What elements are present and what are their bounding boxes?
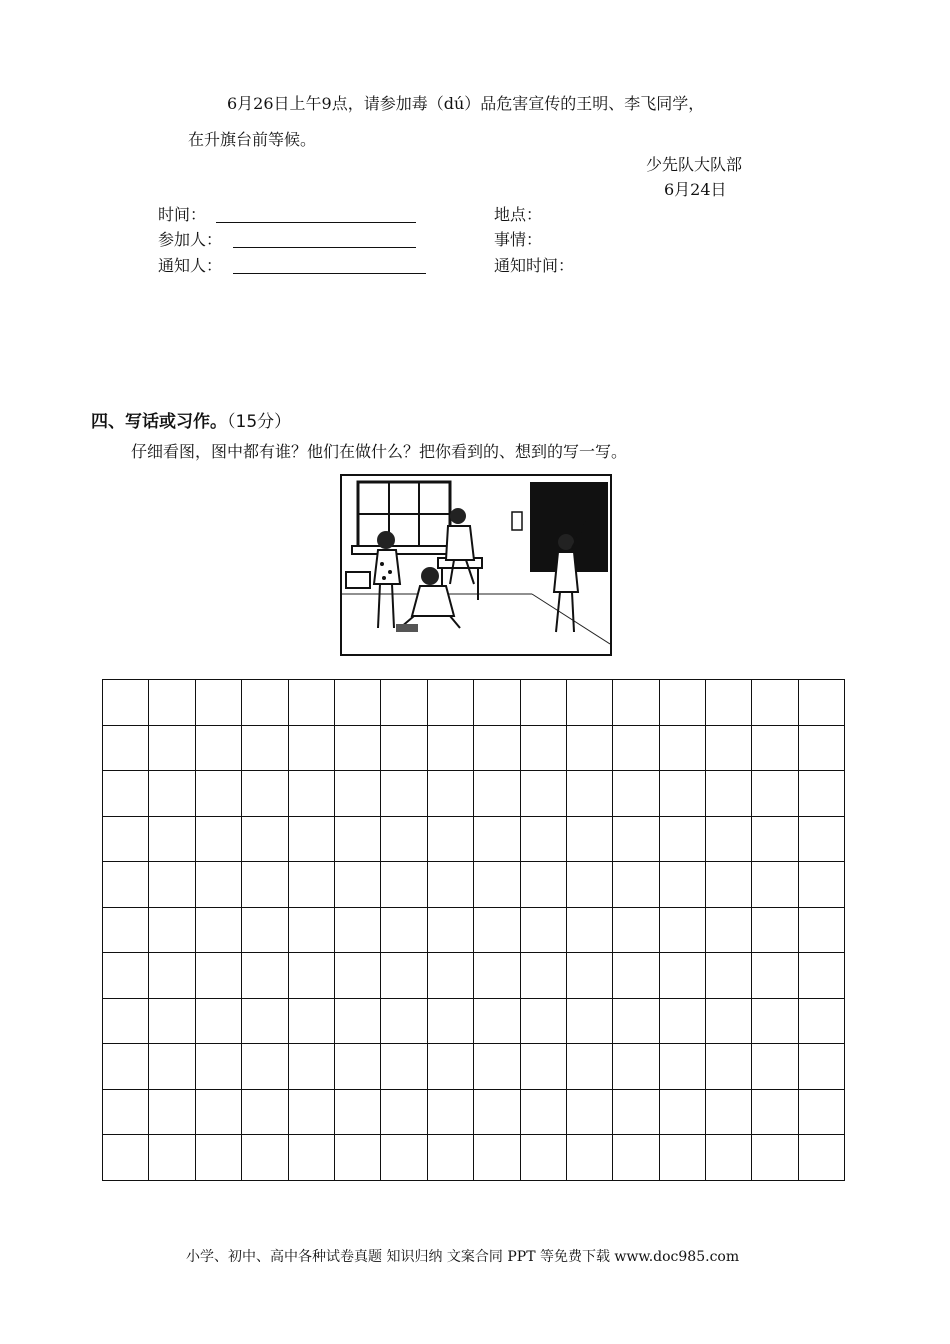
grid-cell[interactable] — [660, 953, 706, 999]
grid-cell[interactable] — [752, 953, 798, 999]
grid-cell[interactable] — [103, 908, 149, 954]
grid-cell[interactable] — [335, 1090, 381, 1136]
grid-cell[interactable] — [149, 680, 195, 726]
footer-text: 小学、初中、高中各种试卷真题 知识归纳 文案合同 PPT 等免费下载 www.doc985.com — [186, 1249, 740, 1265]
grid-cell[interactable] — [242, 1135, 288, 1181]
grid-cell[interactable] — [103, 1090, 149, 1136]
grid-cell[interactable] — [381, 908, 427, 954]
grid-cell[interactable] — [613, 1135, 659, 1181]
grid-cell[interactable] — [103, 726, 149, 772]
grid-cell[interactable] — [752, 817, 798, 863]
grid-cell[interactable] — [706, 726, 752, 772]
grid-cell[interactable] — [474, 908, 520, 954]
grid-cell[interactable] — [103, 1044, 149, 1090]
grid-cell[interactable] — [428, 771, 474, 817]
grid-cell[interactable] — [335, 817, 381, 863]
grid-cell[interactable] — [799, 771, 845, 817]
grid-cell[interactable] — [752, 726, 798, 772]
grid-cell[interactable] — [660, 1090, 706, 1136]
grid-cell[interactable] — [196, 1090, 242, 1136]
section-4-instruction: 仔细看图，图中都有谁？他们在做什么？把你看到的、想到的写一写。 — [131, 442, 628, 461]
grid-cell[interactable] — [289, 817, 335, 863]
grid-cell[interactable] — [521, 862, 567, 908]
grid-cell[interactable] — [567, 1135, 613, 1181]
grid-cell[interactable] — [752, 908, 798, 954]
grid-cell[interactable] — [242, 953, 288, 999]
grid-cell[interactable] — [381, 862, 427, 908]
grid-cell[interactable] — [567, 862, 613, 908]
grid-cell[interactable] — [706, 1090, 752, 1136]
grid-cell[interactable] — [335, 771, 381, 817]
grid-cell[interactable] — [706, 1044, 752, 1090]
grid-cell[interactable] — [149, 1135, 195, 1181]
grid-cell[interactable] — [567, 999, 613, 1045]
grid-cell[interactable] — [335, 1044, 381, 1090]
grid-cell[interactable] — [103, 999, 149, 1045]
grid-cell[interactable] — [242, 680, 288, 726]
grid-cell[interactable] — [242, 1044, 288, 1090]
grid-cell[interactable] — [289, 953, 335, 999]
grid-cell[interactable] — [335, 862, 381, 908]
grid-cell[interactable] — [799, 999, 845, 1045]
grid-cell[interactable] — [660, 999, 706, 1045]
grid-cell[interactable] — [521, 953, 567, 999]
grid-cell[interactable] — [799, 817, 845, 863]
grid-cell[interactable] — [149, 1090, 195, 1136]
grid-cell[interactable] — [706, 999, 752, 1045]
grid-cell[interactable] — [660, 817, 706, 863]
grid-cell[interactable] — [428, 862, 474, 908]
grid-cell[interactable] — [613, 999, 659, 1045]
grid-cell[interactable] — [660, 862, 706, 908]
grid-cell[interactable] — [335, 908, 381, 954]
grid-cell[interactable] — [149, 953, 195, 999]
grid-cell[interactable] — [335, 953, 381, 999]
grid-cell[interactable] — [752, 1135, 798, 1181]
grid-cell[interactable] — [567, 771, 613, 817]
field-place-label: 地点： — [494, 205, 543, 224]
grid-cell[interactable] — [103, 817, 149, 863]
grid-cell[interactable] — [381, 953, 427, 999]
grid-cell[interactable] — [335, 680, 381, 726]
grid-cell[interactable] — [103, 862, 149, 908]
grid-cell[interactable] — [521, 1090, 567, 1136]
notice-line-1: 6月26日上午9点，请参加毒（dú）品危害宣传的王明、李飞同学， — [227, 94, 705, 113]
grid-cell[interactable] — [567, 1044, 613, 1090]
grid-cell[interactable] — [428, 817, 474, 863]
grid-cell[interactable] — [103, 680, 149, 726]
grid-cell[interactable] — [706, 908, 752, 954]
grid-cell[interactable] — [335, 726, 381, 772]
grid-cell[interactable] — [474, 680, 520, 726]
grid-cell[interactable] — [474, 1135, 520, 1181]
grid-cell[interactable] — [613, 1090, 659, 1136]
grid-cell[interactable] — [660, 726, 706, 772]
grid-cell[interactable] — [474, 1090, 520, 1136]
grid-cell[interactable] — [289, 999, 335, 1045]
notice-date: 6月24日 — [664, 180, 727, 199]
grid-cell[interactable] — [706, 1135, 752, 1181]
grid-cell[interactable] — [149, 1044, 195, 1090]
grid-cell[interactable] — [521, 908, 567, 954]
grid-cell[interactable] — [196, 999, 242, 1045]
grid-cell[interactable] — [428, 953, 474, 999]
grid-cell[interactable] — [567, 953, 613, 999]
field-notifier-blank[interactable] — [233, 273, 426, 274]
grid-cell[interactable] — [706, 771, 752, 817]
grid-cell[interactable] — [149, 726, 195, 772]
grid-cell[interactable] — [613, 817, 659, 863]
grid-cell[interactable] — [613, 771, 659, 817]
grid-cell[interactable] — [196, 1044, 242, 1090]
grid-cell[interactable] — [567, 680, 613, 726]
grid-cell[interactable] — [196, 771, 242, 817]
grid-cell[interactable] — [196, 908, 242, 954]
grid-cell[interactable] — [196, 680, 242, 726]
grid-cell[interactable] — [567, 908, 613, 954]
classroom-picture — [340, 474, 612, 656]
grid-cell[interactable] — [752, 771, 798, 817]
grid-cell[interactable] — [428, 999, 474, 1045]
grid-cell[interactable] — [428, 1135, 474, 1181]
grid-cell[interactable] — [799, 726, 845, 772]
classroom-illustration — [342, 476, 610, 654]
grid-cell[interactable] — [660, 908, 706, 954]
grid-cell[interactable] — [752, 999, 798, 1045]
grid-cell[interactable] — [474, 726, 520, 772]
grid-cell[interactable] — [242, 862, 288, 908]
grid-cell[interactable] — [103, 771, 149, 817]
grid-cell[interactable] — [381, 1090, 427, 1136]
grid-cell[interactable] — [799, 1135, 845, 1181]
writing-grid[interactable] — [102, 679, 845, 1181]
grid-cell[interactable] — [196, 862, 242, 908]
grid-cell[interactable] — [289, 680, 335, 726]
field-participants-label: 参加人： — [158, 230, 223, 249]
grid-cell[interactable] — [752, 862, 798, 908]
grid-cell[interactable] — [613, 1044, 659, 1090]
grid-cell[interactable] — [521, 1135, 567, 1181]
grid-cell[interactable] — [428, 908, 474, 954]
grid-cell[interactable] — [103, 953, 149, 999]
grid-cell[interactable] — [242, 817, 288, 863]
grid-cell[interactable] — [660, 680, 706, 726]
grid-cell[interactable] — [799, 680, 845, 726]
grid-cell[interactable] — [474, 999, 520, 1045]
grid-cell[interactable] — [381, 1135, 427, 1181]
grid-cell[interactable] — [428, 680, 474, 726]
grid-cell[interactable] — [335, 999, 381, 1045]
grid-cell[interactable] — [474, 862, 520, 908]
section-4-score: （15分） — [227, 412, 292, 432]
field-notice-time-label: 通知时间： — [494, 256, 575, 275]
grid-cell[interactable] — [335, 1135, 381, 1181]
grid-cell[interactable] — [706, 953, 752, 999]
grid-cell[interactable] — [752, 1090, 798, 1136]
grid-cell[interactable] — [521, 1044, 567, 1090]
grid-cell[interactable] — [196, 817, 242, 863]
grid-cell[interactable] — [149, 817, 195, 863]
grid-cell[interactable] — [428, 726, 474, 772]
grid-cell[interactable] — [521, 817, 567, 863]
grid-cell[interactable] — [289, 862, 335, 908]
grid-cell[interactable] — [613, 680, 659, 726]
grid-cell[interactable] — [752, 1044, 798, 1090]
grid-cell[interactable] — [149, 862, 195, 908]
grid-cell[interactable] — [428, 1044, 474, 1090]
grid-cell[interactable] — [242, 726, 288, 772]
grid-cell[interactable] — [381, 771, 427, 817]
grid-cell[interactable] — [706, 817, 752, 863]
grid-cell[interactable] — [521, 726, 567, 772]
grid-cell[interactable] — [799, 1090, 845, 1136]
grid-cell[interactable] — [474, 953, 520, 999]
grid-cell[interactable] — [149, 999, 195, 1045]
grid-cell[interactable] — [428, 1090, 474, 1136]
grid-cell[interactable] — [613, 908, 659, 954]
grid-cell[interactable] — [103, 1135, 149, 1181]
grid-cell[interactable] — [474, 817, 520, 863]
grid-cell[interactable] — [660, 771, 706, 817]
grid-cell[interactable] — [242, 1090, 288, 1136]
section-4-heading — [91, 407, 291, 432]
grid-cell[interactable] — [381, 1044, 427, 1090]
grid-cell[interactable] — [196, 726, 242, 772]
grid-cell[interactable] — [289, 1135, 335, 1181]
grid-cell[interactable] — [799, 1044, 845, 1090]
grid-cell[interactable] — [613, 862, 659, 908]
section-4-title: 四、写话或习作。 — [91, 412, 227, 432]
grid-cell[interactable] — [567, 1090, 613, 1136]
field-time-blank[interactable] — [216, 222, 416, 223]
grid-cell[interactable] — [521, 999, 567, 1045]
grid-cell[interactable] — [289, 771, 335, 817]
grid-cell[interactable] — [752, 680, 798, 726]
grid-cell[interactable] — [521, 680, 567, 726]
grid-cell[interactable] — [381, 817, 427, 863]
grid-cell[interactable] — [381, 999, 427, 1045]
grid-cell[interactable] — [381, 680, 427, 726]
grid-cell[interactable] — [799, 908, 845, 954]
grid-cell[interactable] — [474, 1044, 520, 1090]
grid-cell[interactable] — [149, 908, 195, 954]
grid-cell[interactable] — [149, 771, 195, 817]
grid-cell[interactable] — [706, 680, 752, 726]
grid-cell[interactable] — [660, 1044, 706, 1090]
grid-cell[interactable] — [706, 862, 752, 908]
notice-signature: 少先队大队部 — [646, 155, 743, 174]
field-participants-blank[interactable] — [233, 247, 416, 248]
grid-cell[interactable] — [613, 953, 659, 999]
grid-cell[interactable] — [660, 1135, 706, 1181]
grid-cell[interactable] — [196, 953, 242, 999]
grid-cell[interactable] — [289, 1090, 335, 1136]
window-shape — [358, 482, 450, 550]
grid-cell[interactable] — [289, 726, 335, 772]
grid-cell[interactable] — [289, 1044, 335, 1090]
grid-cell[interactable] — [289, 908, 335, 954]
grid-cell[interactable] — [799, 953, 845, 999]
grid-cell[interactable] — [567, 726, 613, 772]
grid-cell[interactable] — [196, 1135, 242, 1181]
field-time-label: 时间： — [158, 205, 207, 224]
grid-cell[interactable] — [242, 771, 288, 817]
field-notifier-label: 通知人： — [158, 256, 223, 275]
grid-cell[interactable] — [474, 771, 520, 817]
grid-cell[interactable] — [381, 726, 427, 772]
notice-line-2: 在升旗台前等候。 — [188, 130, 317, 149]
grid-cell[interactable] — [242, 908, 288, 954]
field-matter-label: 事情： — [494, 230, 543, 249]
grid-cell[interactable] — [613, 726, 659, 772]
grid-cell[interactable] — [242, 999, 288, 1045]
grid-cell[interactable] — [521, 771, 567, 817]
grid-cell[interactable] — [567, 817, 613, 863]
grid-cell[interactable] — [799, 862, 845, 908]
